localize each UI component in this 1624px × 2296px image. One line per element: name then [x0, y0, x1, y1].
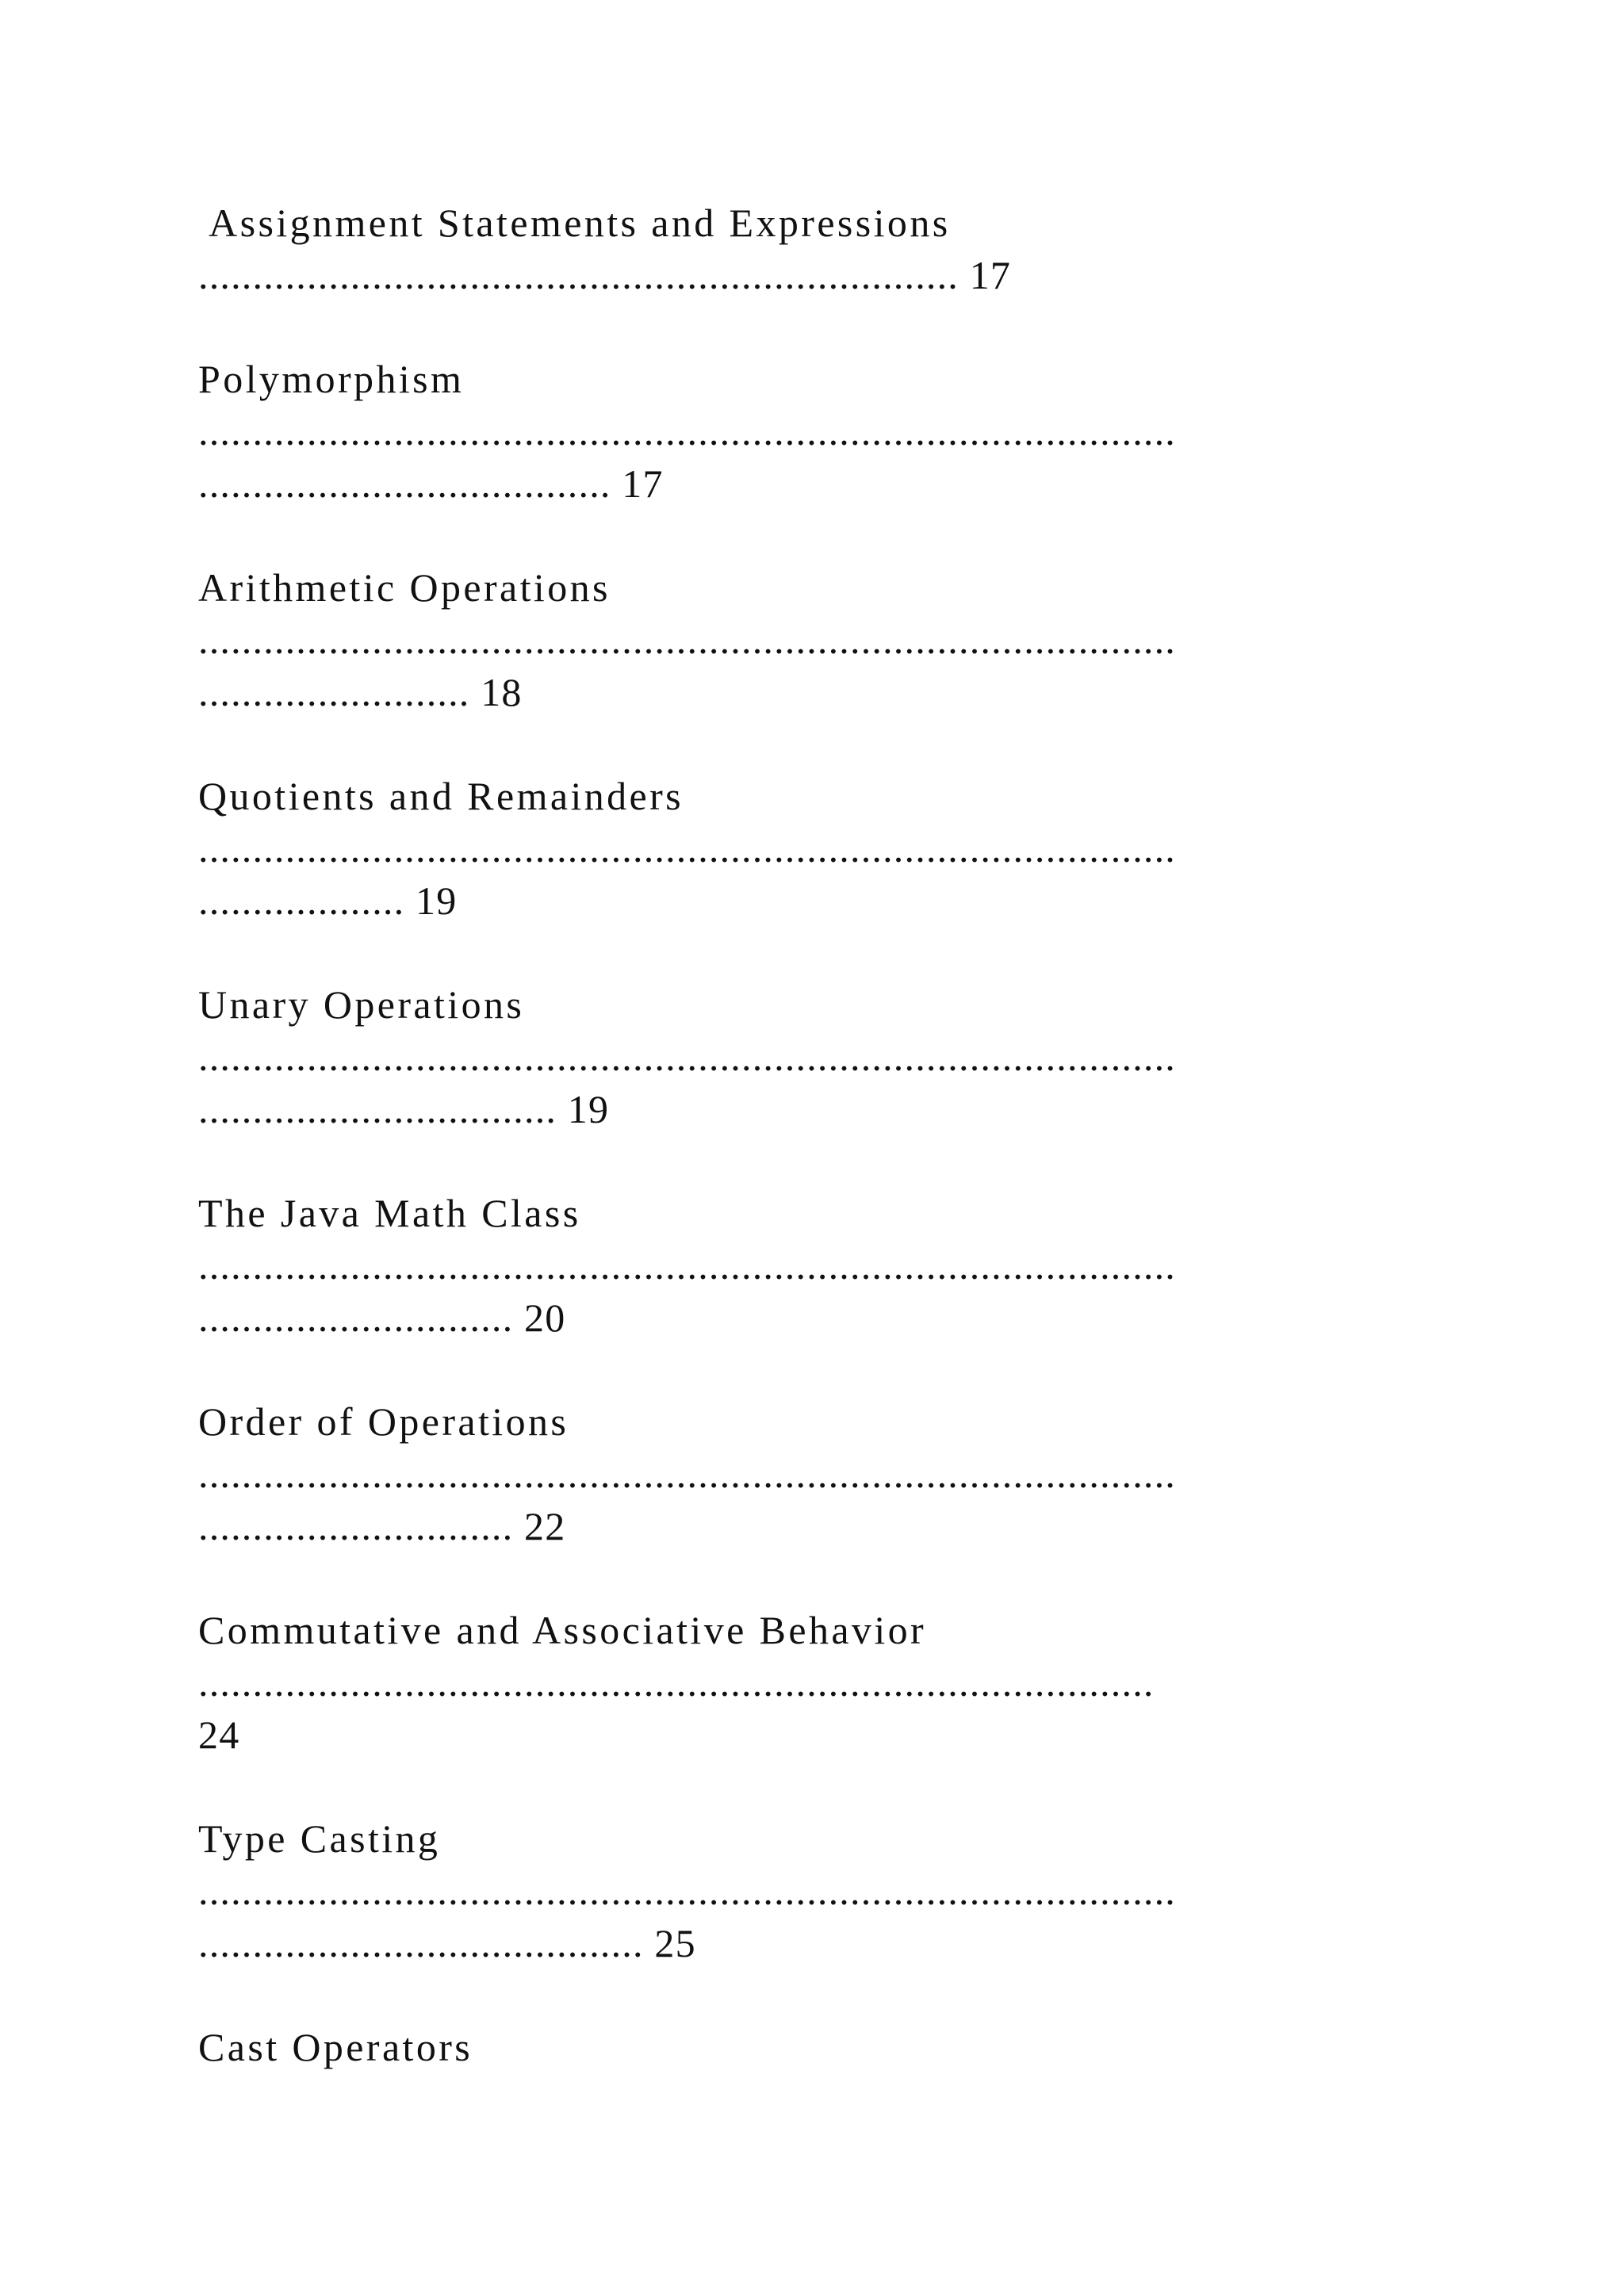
- toc-leader-line: ..........................................................................................: [198, 409, 1176, 453]
- toc-leader-line: ........................................................................................: [198, 1660, 1155, 1705]
- toc-leader-line: ..........................................................................................: [198, 618, 1176, 662]
- toc-leader-page-number: ................................. 19: [198, 1087, 610, 1131]
- toc-entry-title: Cast Operators: [198, 2025, 473, 2069]
- toc-leader-line: ..........................................................................................: [198, 1869, 1176, 1913]
- toc-entry-type-casting: [198, 1812, 1467, 1969]
- toc-leader-page-number: ............................. 22: [198, 1504, 566, 1548]
- toc-leader-line: ..........................................................................................: [198, 826, 1176, 871]
- toc-entry-quotients-remainders: [198, 770, 1467, 927]
- toc-leader-page-number: ...................................................................... 17: [198, 253, 1012, 297]
- toc-leader-page-number: ......................... 18: [198, 670, 523, 714]
- toc-entry-cast-operators: [198, 2021, 1467, 2073]
- toc-entry-title: Arithmetic Operations: [198, 565, 611, 610]
- toc-leader-page-number: ...................................... 17: [198, 461, 664, 506]
- toc-entry-unary-operations: [198, 978, 1467, 1135]
- toc-entry-commutative-associative: [198, 1604, 1467, 1761]
- toc-entry-title: Polymorphism: [198, 357, 465, 401]
- toc-entry-title: Assignment Statements and Expressions: [198, 201, 951, 245]
- toc-entry-order-of-operations: [198, 1395, 1467, 1552]
- toc-page-number: 24: [198, 1712, 240, 1757]
- toc-leader-page-number: ......................................... 25: [198, 1921, 696, 1965]
- toc-entry-title: Type Casting: [198, 1816, 441, 1861]
- toc-entry-title: Unary Operations: [198, 982, 525, 1027]
- toc-entry-title: The Java Math Class: [198, 1191, 581, 1235]
- toc-leader-page-number: ................... 19: [198, 878, 458, 923]
- toc-entry-assignment-statements: [198, 197, 1467, 301]
- toc-leader-line: ..........................................................................................: [198, 1452, 1176, 1496]
- toc-leader-page-number: ............................. 20: [198, 1295, 566, 1340]
- toc-leader-line: ..........................................................................................: [198, 1035, 1176, 1079]
- toc-entry-title: Order of Operations: [198, 1399, 569, 1444]
- toc-entry-java-math-class: [198, 1187, 1467, 1344]
- toc-entry-arithmetic-operations: [198, 561, 1467, 718]
- toc-leader-line: ..........................................................................................: [198, 1243, 1176, 1288]
- toc-entry-polymorphism: [198, 353, 1467, 510]
- toc-entry-title: Quotients and Remainders: [198, 774, 684, 818]
- toc-entry-title: Commutative and Associative Behavior: [198, 1608, 927, 1652]
